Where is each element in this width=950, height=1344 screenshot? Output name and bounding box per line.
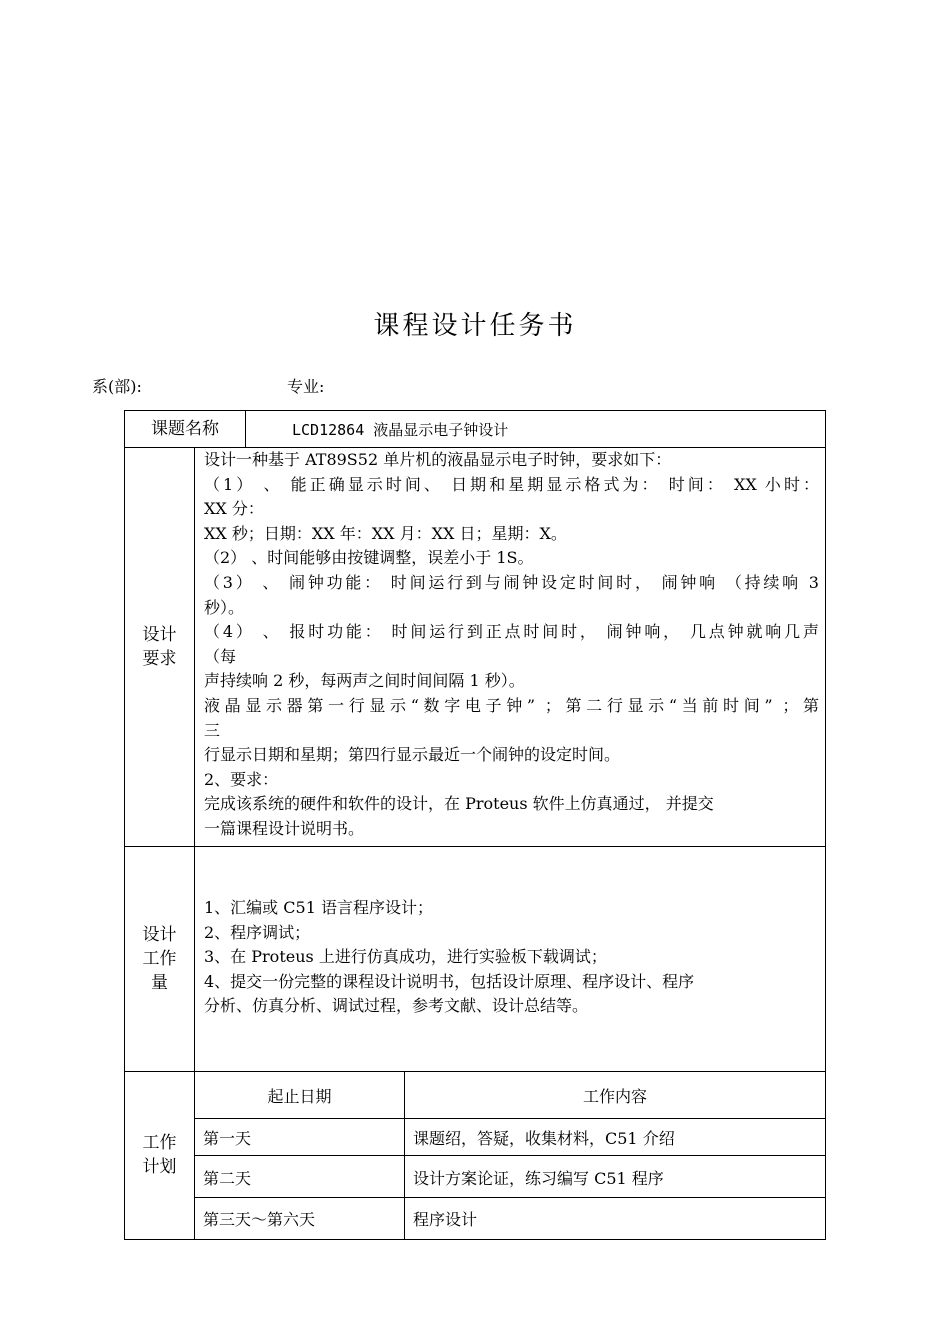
requirement-line: 设计一种基于 AT89S52 单片机的液晶显示电子时钟，要求如下： [204,450,672,469]
requirement-line: 秒）。 [204,597,245,617]
workload-label-line3: 量 [151,972,168,993]
requirements-row [124,447,826,847]
requirement-line: （4） 、 报时功能： 时间运行到正点时间时， 闹钟响， 几点钟就响几声 [204,622,819,642]
plan-row-content: 程序设计 [413,1209,478,1229]
requirements-label [125,447,194,846]
requirement-line: 三 [204,720,221,740]
plan-row-date: 第三天～第六天 [203,1209,316,1229]
requirement-line: XX 分： [204,499,264,519]
requirement-line: （1） 、 能正确显示时间、 日期和星期显示格式为： 时间： XX 小时： [204,474,819,494]
workload-row [124,846,826,1072]
plan-row-date: 第一天 [203,1129,252,1148]
plan-row-content: 课题绍，答疑，收集材料，C51 介绍 [413,1129,675,1148]
document-title: 课程设计任务书 [373,311,577,341]
department-label: 系(部): [92,377,142,396]
workload-line: 1、汇编或 C51 语言程序设计； [204,898,433,917]
workload-label-line1: 设计 [142,924,177,945]
workload-label [125,846,194,1071]
plan-label-line2: 计划 [142,1157,177,1177]
workload-text [195,846,825,1071]
requirement-line: 声持续响 2 秒，每两声之间时间间隔 1 秒）。 [204,671,525,691]
requirement-line: 一篇课程设计说明书。 [204,818,365,838]
requirement-line: （2） 、时间能够由按键调整，误差小于 1S。 [204,548,534,568]
topic-value: LCD12864 液晶显示电子钟设计 [292,420,509,439]
workload-line: 2、程序调试； [204,922,311,942]
workload-label-line2: 工作 [142,948,177,969]
requirement-line: （3） 、 闹钟功能： 时间运行到与闹钟设定时间时， 闹钟响 （持续响 3 [204,572,819,592]
requirements-label-line1: 设计 [142,624,177,645]
requirement-line: 完成该系统的硬件和软件的设计，在 Proteus 软件上仿真通过， 并提交 [204,794,714,814]
requirement-line: 行显示日期和星期；第四行显示最近一个闹钟的设定时间。 [204,745,621,765]
requirements-text [195,447,825,846]
requirement-line: （每 [204,646,237,666]
workload-line: 3、在 Proteus 上进行仿真成功，进行实验板下载调试； [204,947,607,967]
topic-row [124,410,826,448]
topic-label: 课题名称 [151,419,219,439]
requirements-label-line2: 要求 [142,648,177,669]
plan-row-date: 第二天 [203,1168,252,1188]
plan-header-content: 工作内容 [582,1086,647,1106]
plan-label [125,1071,194,1239]
major-label: 专业: [287,377,325,396]
plan-row-content: 设计方案论证，练习编写 C51 程序 [413,1168,664,1188]
workload-line: 分析、仿真分析、调试过程，参考文献、设计总结等。 [204,996,589,1016]
plan-header-date: 起止日期 [267,1086,332,1106]
workload-line: 4、提交一份完整的课程设计说明书，包括设计原理、程序设计、程序 [204,971,695,991]
requirement-line: 2、要求： [204,769,279,789]
plan-row [124,1071,826,1240]
plan-label-line1: 工作 [142,1133,177,1153]
requirement-line: 液晶显示器第一行显示“数字电子钟” ；第二行显示“当前时间” ；第 [204,695,819,715]
requirement-line: XX 秒；日期：XX 年：XX 月：XX 日；星期：X。 [204,523,567,543]
